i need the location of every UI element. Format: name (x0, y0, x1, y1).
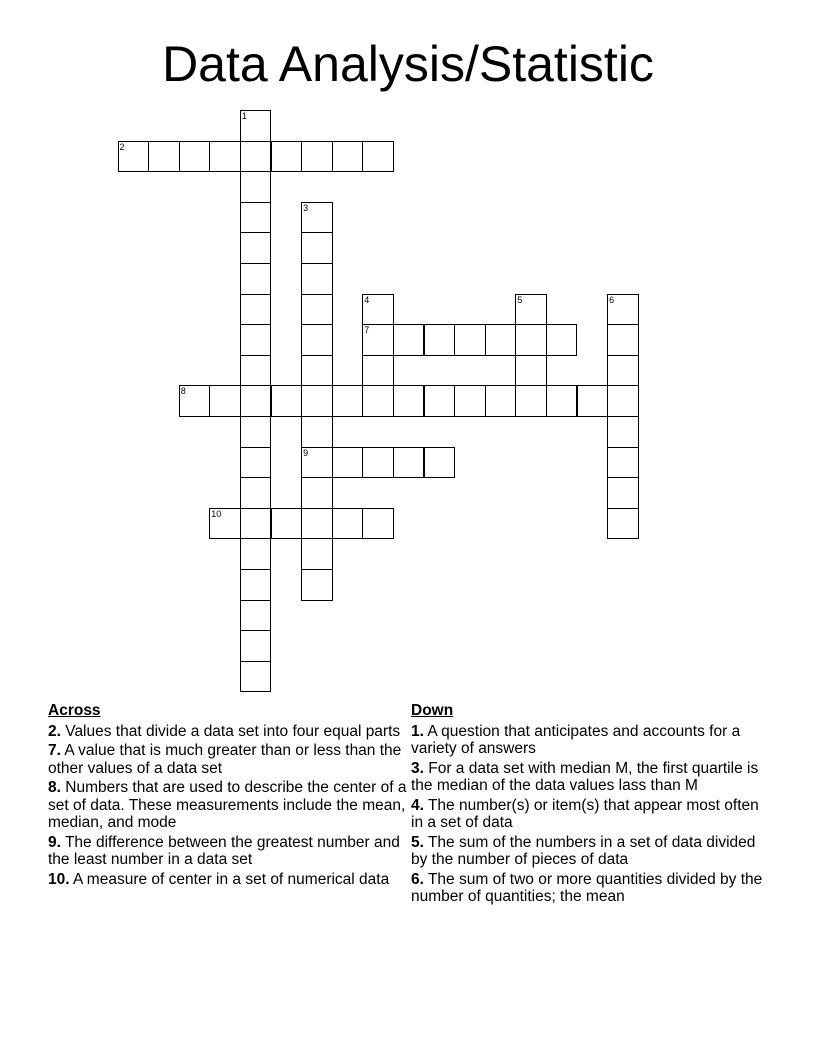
grid-cell[interactable] (240, 324, 272, 356)
grid-cell[interactable] (301, 385, 333, 417)
grid-cell[interactable] (301, 263, 333, 295)
grid-cell[interactable] (271, 141, 303, 173)
grid-cell[interactable] (332, 508, 364, 540)
grid-cell[interactable] (240, 110, 272, 142)
grid-cell[interactable] (362, 324, 394, 356)
clue-down-3 (411, 760, 773, 795)
grid-cell[interactable] (515, 385, 547, 417)
clue-number: 3. (411, 759, 424, 777)
grid-cell[interactable] (240, 171, 272, 203)
grid-cell[interactable] (362, 294, 394, 326)
grid-cell[interactable] (240, 294, 272, 326)
grid-cell[interactable] (424, 324, 456, 356)
grid-cell[interactable] (240, 569, 272, 601)
grid-cell[interactable] (148, 141, 180, 173)
grid-cell[interactable] (301, 141, 333, 173)
grid-cell[interactable] (179, 385, 211, 417)
grid-cell[interactable] (362, 508, 394, 540)
grid-cell[interactable] (332, 141, 364, 173)
grid-cell[interactable] (240, 232, 272, 264)
grid-cell[interactable] (515, 324, 547, 356)
grid-cell[interactable] (240, 630, 272, 662)
grid-cell[interactable] (271, 385, 303, 417)
grid-cell[interactable] (118, 141, 150, 173)
grid-cell[interactable] (240, 447, 272, 479)
clue-number-label: 4 (364, 294, 370, 305)
grid-cell[interactable] (240, 416, 272, 448)
clue-number: 7. (48, 742, 61, 759)
grid-cell[interactable] (240, 477, 272, 509)
grid-cell[interactable] (362, 355, 394, 387)
grid-cell[interactable] (607, 416, 639, 448)
clue-number: 8. (48, 779, 61, 796)
grid-cell[interactable] (301, 294, 333, 326)
clue-down-1 (411, 723, 773, 758)
grid-cell[interactable] (301, 569, 333, 601)
grid-cell[interactable] (301, 202, 333, 234)
grid-cell[interactable] (393, 447, 425, 479)
clue-number-label: 6 (609, 294, 615, 305)
clue-number-label: 5 (517, 294, 523, 305)
grid-cell[interactable] (607, 385, 639, 417)
grid-cell[interactable] (301, 508, 333, 540)
grid-cell[interactable] (301, 447, 333, 479)
grid-cell[interactable] (240, 141, 272, 173)
grid-cell[interactable] (301, 477, 333, 509)
grid-cell[interactable] (424, 385, 456, 417)
grid-cell[interactable] (362, 447, 394, 479)
across-clues (48, 702, 410, 890)
across-heading: Across (48, 702, 101, 719)
clue-number: 5. (411, 833, 424, 851)
grid-cell[interactable] (332, 447, 364, 479)
grid-cell[interactable] (607, 355, 639, 387)
grid-cell[interactable] (454, 385, 486, 417)
clue-number: 6. (411, 870, 424, 888)
grid-cell[interactable] (607, 477, 639, 509)
grid-cell[interactable] (546, 324, 578, 356)
grid-cell[interactable] (240, 263, 272, 295)
clue-down-4 (411, 797, 773, 832)
clue-number: 4. (411, 796, 424, 814)
grid-cell[interactable] (209, 141, 241, 173)
clue-number-label: 8 (180, 386, 186, 397)
clue-text: For a data set with median M, the first quartile is the median of the data values lass than M (411, 759, 759, 794)
grid-cell[interactable] (515, 355, 547, 387)
clue-text: A question that anticipates and accounts for a variety of answers (411, 722, 741, 757)
grid-cell[interactable] (240, 385, 272, 417)
grid-cell[interactable] (515, 294, 547, 326)
grid-cell[interactable] (209, 508, 241, 540)
puzzle-title: Data Analysis/Statistic (162, 36, 654, 92)
clue-text: A measure of center in a set of numerical data (73, 870, 390, 888)
clue-number-label: 3 (303, 202, 309, 213)
clue-text: Numbers that are used to describe the center of a set of data. These measurements include the mean, median, and mode (48, 779, 407, 831)
grid-cell[interactable] (485, 324, 517, 356)
grid-cell[interactable] (607, 447, 639, 479)
grid-cell[interactable] (301, 538, 333, 570)
grid-cell[interactable] (393, 324, 425, 356)
clue-down-6 (411, 871, 773, 906)
clue-down-5 (411, 834, 773, 869)
clue-number: 10. (48, 870, 70, 888)
clue-number-label: 1 (241, 111, 247, 121)
grid-cell[interactable] (577, 385, 609, 417)
grid-cell[interactable] (424, 447, 456, 479)
grid-cell[interactable] (301, 355, 333, 387)
clue-across-7 (48, 742, 410, 777)
clue-text: The difference between the greatest number and the least number in a data set (48, 833, 400, 868)
clue-number: 9. (48, 833, 61, 851)
grid-cell[interactable] (240, 355, 272, 387)
grid-cell[interactable] (607, 508, 639, 540)
clue-across-10 (48, 871, 410, 889)
clue-text: Values that divide a data set into four equal parts (65, 722, 401, 740)
grid-cell[interactable] (607, 294, 639, 326)
clue-text: The sum of the numbers in a set of data divided by the number of pieces of data (411, 833, 756, 868)
grid-cell[interactable] (607, 324, 639, 356)
down-heading: Down (411, 702, 454, 719)
down-clues (411, 702, 773, 908)
clue-text: The number(s) or item(s) that appear most often in a set of data (411, 796, 759, 831)
grid-cell[interactable] (546, 385, 578, 417)
grid-cell[interactable] (301, 324, 333, 356)
grid-cell[interactable] (240, 508, 272, 540)
clue-number: 1. (411, 722, 424, 740)
clue-text: The sum of two or more quantities divided by the number of quantities; the mean (411, 870, 763, 905)
grid-cell[interactable] (362, 141, 394, 173)
clue-across-2 (48, 723, 410, 741)
grid-cell[interactable] (240, 538, 272, 570)
grid-cell[interactable] (393, 385, 425, 417)
clue-number: 2. (48, 722, 61, 740)
grid-cell[interactable] (332, 385, 364, 417)
clue-across-8 (48, 779, 410, 832)
clue-across-9 (48, 834, 410, 869)
grid-cell[interactable] (362, 385, 394, 417)
grid-cell[interactable] (301, 416, 333, 448)
grid-cell[interactable] (454, 324, 486, 356)
grid-cell[interactable] (240, 202, 272, 234)
clue-number-label: 2 (119, 141, 125, 152)
grid-cell[interactable] (485, 385, 517, 417)
clue-number-label: 7 (364, 325, 370, 336)
clue-number-label: 10 (211, 508, 222, 519)
grid-cell[interactable] (240, 600, 272, 632)
grid-cell[interactable] (271, 508, 303, 540)
clue-text: A value that is much greater than or less than the other values of a data set (48, 742, 402, 777)
clue-number-label: 9 (303, 447, 309, 458)
grid-cell[interactable] (301, 232, 333, 264)
grid-cell[interactable] (179, 141, 211, 173)
grid-cell[interactable] (209, 385, 241, 417)
grid-cell[interactable] (240, 661, 272, 693)
